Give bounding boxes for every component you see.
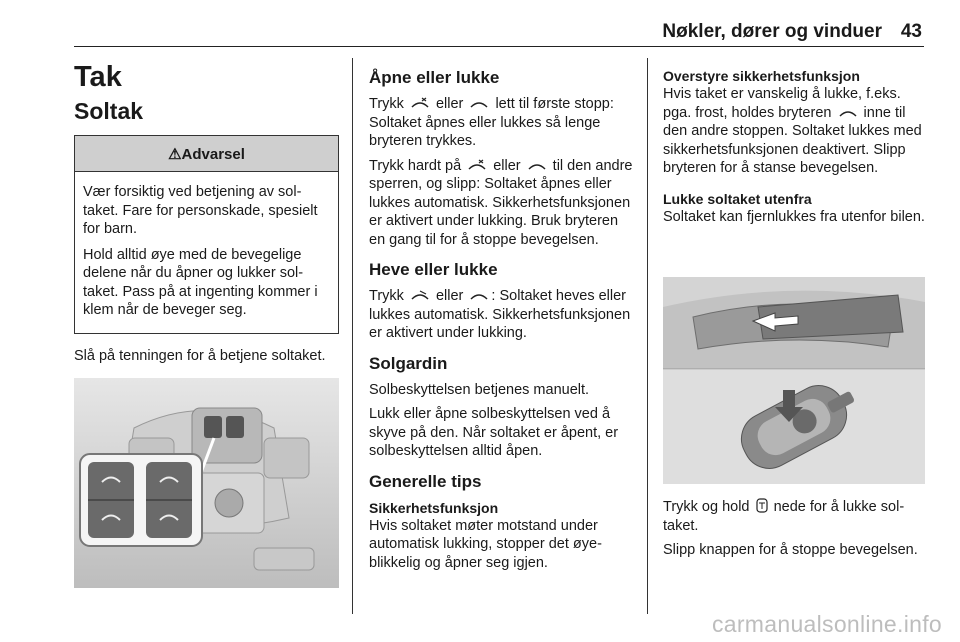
heading-sunshade: Solgardin xyxy=(369,353,448,373)
ignition-paragraph: Slå på tenningen for å betjene soltaket. xyxy=(74,347,326,364)
heading-raise-close: Heve eller lukke xyxy=(369,260,498,279)
slide-close-icon xyxy=(527,158,547,172)
column-2 xyxy=(369,58,633,578)
running-header-title: Nøkler, dører og vinduer xyxy=(662,21,882,42)
override-paragraph: Hvis taket er vanskelig å lukke, f.eks. pga. frost, holdes bryteren inne til den andre stoppen. Soltaket lukkes med sikkerhetsfunksjonen deaktivert. Slipp bryteren for å stanse bevegelsen. xyxy=(663,86,922,176)
raise-paragraph: Trykk eller : Soltaket heves eller lukkes automatisk. Sikkerhetsfunksjonen er aktivert under lukking. xyxy=(369,288,631,341)
heading-open-close: Åpne eller lukke xyxy=(369,68,500,87)
heading-remote-close: Lukke soltaket utenfra xyxy=(663,190,812,207)
column-1 xyxy=(74,58,339,371)
warning-box xyxy=(74,135,339,334)
warning-title: Advarsel xyxy=(181,146,245,163)
section-heading-tak: Tak xyxy=(74,61,122,93)
warning-header xyxy=(75,136,338,172)
release-paragraph: Slipp knappen for å stoppe bevegelsen. xyxy=(663,542,918,558)
warning-paragraph-1: Vær forsiktig ved betjening av soltaket. Fare for personskade, spesielt for barn. xyxy=(83,184,318,237)
warning-paragraph-2: Hold alltid øye med de bevegelige delene når du åpner og lukker soltaket. Pass på at ingenting kommer i klem når de beveger seg. xyxy=(83,246,318,318)
heading-safety-function: Sikkerhetsfunksjon xyxy=(369,499,499,516)
watermark-url: carmanualsonline.info xyxy=(711,611,942,637)
tilt-open-icon xyxy=(467,158,487,172)
remote-paragraph: Soltaket kan fjernlukkes fra utenfor bilen. xyxy=(663,208,925,225)
safety-paragraph: Hvis soltaket møter motstand under automatisk lukking, stopper det øyeblikkelig og åpner seg igjen. xyxy=(369,517,602,571)
header-rule xyxy=(74,46,924,47)
column-3 xyxy=(663,58,925,232)
slide-close-icon xyxy=(469,96,489,110)
hold-paragraph: Trykk og hold nede for å lukke soltaket. xyxy=(663,499,905,534)
key-sunroof-button-icon xyxy=(756,498,768,513)
slide-close-icon xyxy=(469,288,489,302)
slide-close-icon xyxy=(838,105,858,119)
roof-and-key-illustration xyxy=(663,277,925,484)
column-divider-1 xyxy=(352,58,353,614)
warning-triangle-icon: ⚠ xyxy=(168,146,182,163)
heading-override-safety: Overstyre sikkerhetsfunksjon xyxy=(663,68,860,84)
sunshade-paragraph-1: Solbeskyttelsen betjenes manuelt. xyxy=(369,381,590,398)
column-3-lower xyxy=(663,498,925,566)
open-paragraph-1: Trykk eller lett til første stopp: Soltaket åpnes eller lukkes så lenge bryteren trykkes. xyxy=(369,96,614,149)
tilt-open-icon xyxy=(410,96,430,110)
subsection-heading-soltak: Soltak xyxy=(74,98,144,124)
tilt-raise-icon xyxy=(410,288,430,302)
open-paragraph-2: Trykk hardt på eller til den andre sperren, og slipp: Soltaket åpnes eller lukkes automatisk. Sikkerhetsfunksjonen er aktivert under lukking. Bruk bryteren en gang til for å stoppe bevegelsen. xyxy=(369,157,633,248)
roof-console-switch-illustration xyxy=(74,378,339,588)
page-number: 43 xyxy=(900,21,922,42)
heading-general-tips: Generelle tips xyxy=(369,471,482,491)
sunshade-paragraph-2: Lukk eller åpne solbeskyttelsen ved å skyve på den. Når soltaket er åpent, er solbeskyttelsen alltid åpen. xyxy=(369,406,619,459)
column-divider-2 xyxy=(647,58,648,614)
